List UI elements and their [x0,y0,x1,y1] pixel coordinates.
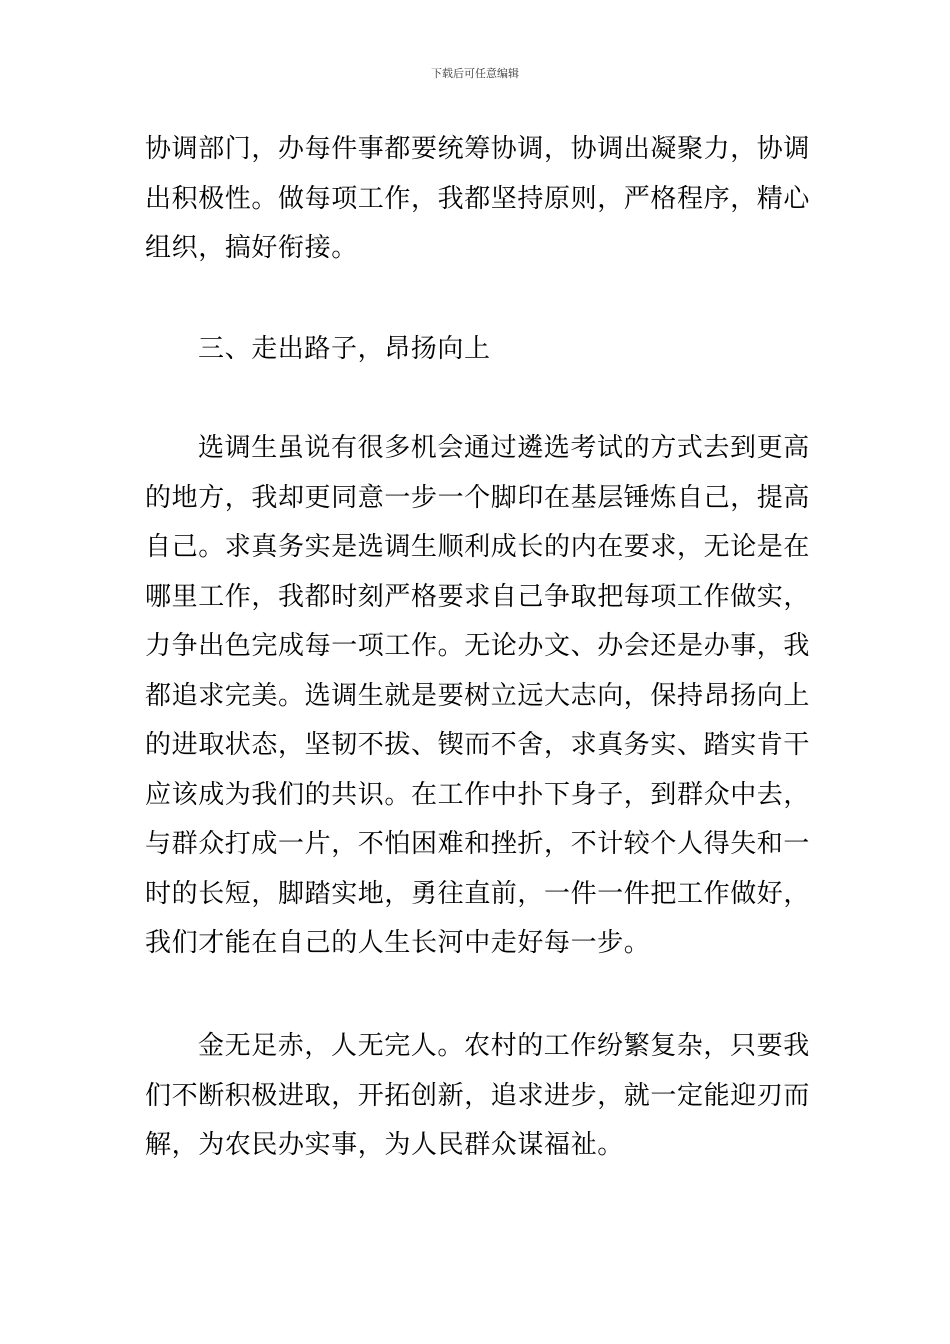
text-line: 选调生虽说有很多机会通过遴选考试的方式去到更高 [198,433,810,463]
text-line: 们不断积极进取，开拓创新，追求进步，就一定能迎刃而 [145,1080,811,1111]
text-line: 组织，搞好衔接。 [145,233,358,263]
text-line: 解，为农民办实事，为人民群众谋福祉。 [145,1130,624,1160]
text-line: 出积极性。做每项工作，我都坚持原则，严格程序，精心 [145,183,811,214]
text-line: 我们才能在自己的人生长河中走好每一步。 [145,928,651,958]
section-heading [145,325,810,375]
paragraph-body [145,424,810,969]
paragraph-closing [145,1022,810,1171]
text-line: 都追求完美。选调生就是要树立远大志向，保持昂扬向上 [145,680,811,711]
text-line: 应该成为我们的共识。在工作中扑下身子，到群众中去， [145,779,811,810]
text-line: 与群众打成一片，不怕困难和挫折，不计较个人得失和一 [145,829,811,859]
text-line: 金无足赤，人无完人。农村的工作纷繁复杂，只要我 [198,1031,810,1061]
section-heading-text: 三、走出路子，昂扬向上 [198,334,491,364]
text-line: 时的长短，脚踏实地，勇往直前，一件一件把工作做好， [145,878,811,909]
text-line: 力争出色完成每一项工作。无论办文、办会还是办事，我 [145,631,811,661]
text-line: 的地方，我却更同意一步一个脚印在基层锤炼自己，提高 [145,482,811,513]
text-line: 哪里工作，我都时刻严格要求自己争取把每项工作做实， [145,581,811,612]
text-line: 协调部门，办每件事都要统筹协调，协调出凝聚力，协调 [145,134,811,164]
text-line: 的进取状态，坚韧不拔、锲而不舍，求真务实、踏实肯干 [145,730,811,760]
paragraph-continuation [145,125,810,274]
text-line: 自己。求真务实是选调生顺利成长的内在要求，无论是在 [145,532,811,562]
page-header: 下载后可任意编辑 [431,67,519,80]
